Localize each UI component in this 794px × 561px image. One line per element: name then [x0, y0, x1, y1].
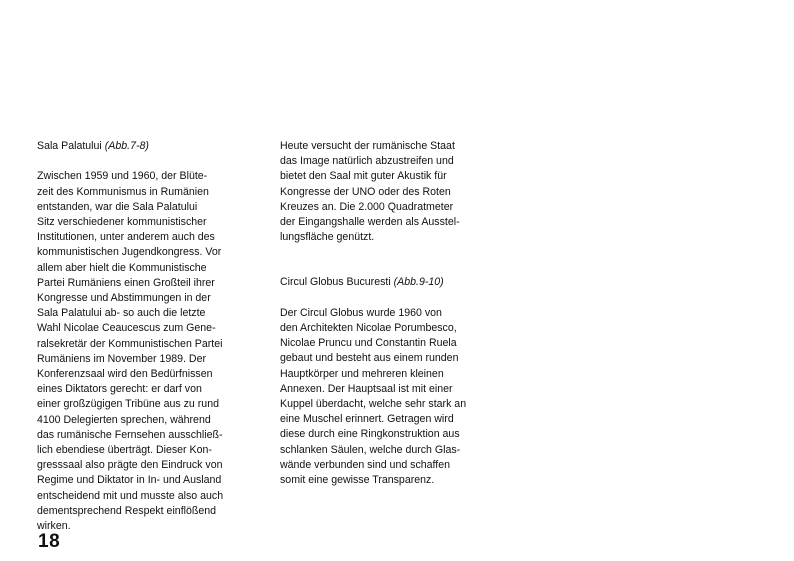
text-line: Kuppel überdacht, welche sehr stark an — [280, 398, 467, 411]
page-number: 18 — [38, 531, 61, 552]
text-line: diese durch eine Ringkonstruktion aus — [280, 428, 460, 441]
text-line: kommunistischen Jugendkongress. Vor — [37, 246, 222, 259]
paragraph-heute — [280, 139, 510, 245]
text-line: eines Diktators gerecht: er darf von — [37, 383, 202, 396]
text-line: das rumänische Fernsehen ausschließ- — [37, 428, 223, 441]
text-line: wände verbunden sind und schaffen — [280, 458, 451, 471]
spacer — [280, 291, 510, 306]
text-line: lungsfläche genützt. — [280, 231, 375, 244]
text-line: ralsekretär der Kommunistischen Partei — [37, 337, 223, 350]
text-line: Zwischen 1959 und 1960, der Blüte- — [37, 170, 208, 183]
text-line: Konferenzsaal wird den Bedürfnissen — [37, 368, 213, 381]
text-line: lich ebendiese überträgt. Dieser Kon- — [37, 444, 212, 457]
text-line: entscheidend mit und musste also auch — [37, 489, 224, 502]
text-line: der Eingangshalle werden als Ausstel- — [280, 216, 460, 229]
text-line: einer großzügigen Tribüne aus zu rund — [37, 398, 219, 411]
text-line: zeit des Kommunismus in Rumänien — [37, 185, 209, 198]
spacer — [280, 245, 510, 275]
heading-title: Circul Globus Bucuresti — [280, 276, 391, 289]
text-line: wirken. — [37, 520, 71, 533]
spacer — [37, 154, 262, 169]
text-line: Annexen. Der Hauptsaal ist mit einer — [280, 382, 453, 395]
text-line: Partei Rumäniens einen Großteil ihrer — [37, 276, 215, 289]
text-line: Rumäniens im November 1989. Der — [37, 352, 206, 365]
text-line: Regime und Diktator in In- und Ausland — [37, 474, 222, 487]
section-heading-sala-palatului — [37, 139, 262, 154]
text-line: Kreuzes an. Die 2.000 Quadratmeter — [280, 200, 454, 213]
figure-reference: (Abb.9-10) — [393, 276, 444, 289]
text-line: allem aber hielt die Kommunistische — [37, 261, 207, 274]
text-line: Institutionen, unter anderem auch des — [37, 231, 215, 244]
figure-reference: (Abb.7-8) — [104, 140, 149, 152]
section-heading-circul-globus — [280, 275, 510, 290]
text-line: gresssaal also prägte den Eindruck von — [37, 459, 223, 472]
text-line: schlanken Säulen, welche durch Glas- — [280, 443, 461, 456]
text-line: Der Circul Globus wurde 1960 von — [280, 306, 442, 319]
text-line: Hauptkörper und mehreren kleinen — [280, 367, 444, 380]
text-line: 4100 Delegierten sprechen, während — [37, 413, 211, 426]
right-column — [280, 139, 510, 488]
text-line: Heute versucht der rumänische Staat — [280, 140, 455, 152]
text-line: gebaut und besteht aus einem runden — [280, 352, 459, 365]
text-line: Sitz verschiedener kommunistischer — [37, 216, 207, 228]
text-line: bietet den Saal mit guter Akustik für — [280, 170, 447, 183]
text-line: Nicolae Pruncu und Constantin Ruela — [280, 337, 457, 350]
text-line: den Architekten Nicolae Porumbesco, — [280, 322, 457, 335]
heading-title: Sala Palatului — [37, 140, 102, 152]
text-line: somit eine gewisse Transparenz. — [280, 474, 435, 487]
text-line: das Image natürlich abzustreifen und — [280, 155, 454, 168]
left-column — [37, 139, 262, 534]
text-line: dementsprechend Respekt einflößend — [37, 504, 217, 517]
text-line: Kongresse der UNO oder des Roten — [280, 185, 451, 198]
text-line: Kongresse und Abstimmungen in der — [37, 292, 211, 305]
text-line: entstanden, war die Sala Palatului — [37, 200, 198, 213]
paragraph-circul-globus — [280, 306, 510, 488]
text-line: Sala Palatului ab- so auch die letzte — [37, 307, 206, 320]
text-line: Wahl Nicolae Ceaucescus zum Gene- — [37, 322, 216, 335]
text-line: eine Muschel erinnert. Getragen wird — [280, 413, 454, 426]
paragraph-sala-palatului — [37, 169, 262, 534]
